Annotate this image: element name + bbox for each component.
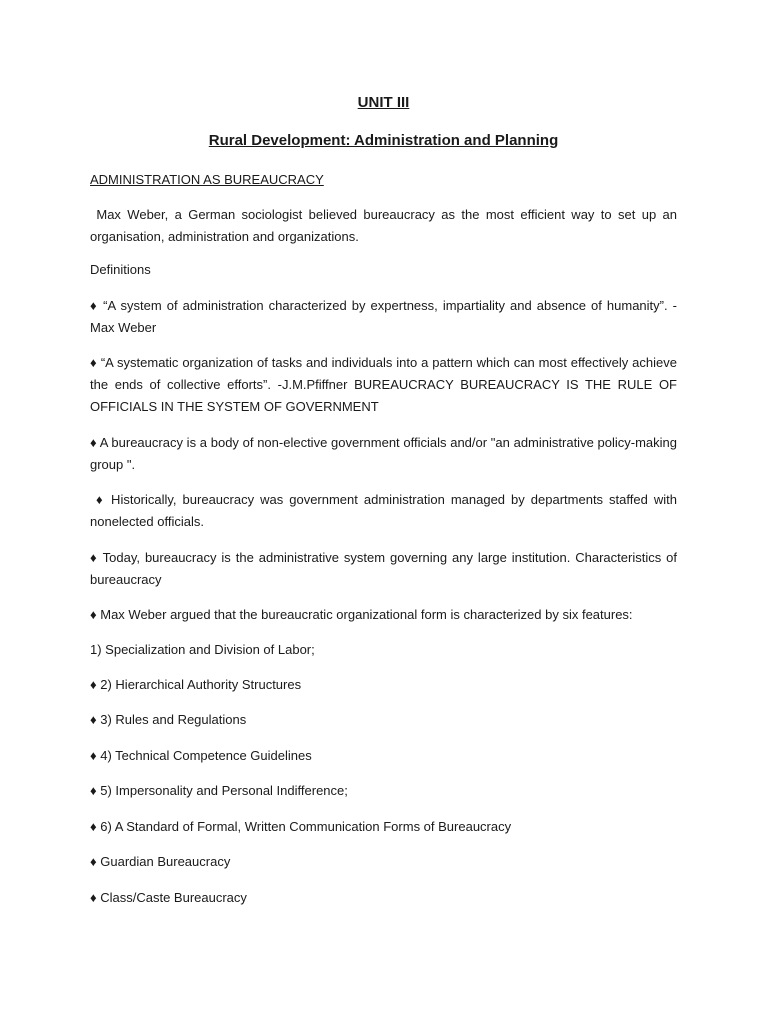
list-item: ♦ Guardian Bureaucracy — [90, 854, 231, 869]
list-item: 1) Specialization and Division of Labor; — [90, 642, 315, 657]
document-title: Rural Development: Administration and Planning — [208, 132, 559, 149]
list-item: ♦ 3) Rules and Regulations — [90, 712, 247, 727]
definition-paragraph-4: ♦ Historically, bureaucracy was government administration managed by departments staffed with nonelected officials. — [90, 492, 681, 529]
list-item: ♦ 2) Hierarchical Authority Structures — [90, 677, 302, 692]
list-item: ♦ 4) Technical Competence Guidelines — [90, 748, 312, 763]
definition-paragraph-3: ♦ A bureaucracy is a body of non-elective government officials and/or "an administrative policy-making group ". — [90, 435, 677, 472]
section-heading: ADMINISTRATION AS BUREAUCRACY — [90, 172, 324, 187]
list-item: ♦ 6) A Standard of Formal, Written Communication Forms of Bureaucracy — [90, 819, 512, 834]
weber-features-paragraph: ♦ Max Weber argued that the bureaucratic organizational form is characterized by six features: — [90, 607, 633, 622]
intro-paragraph: Max Weber, a German sociologist believed bureaucracy as the most efficient way to set up an organisation, administration and organizations. — [90, 207, 681, 244]
document-page — [90, 0, 681, 1024]
list-item: ♦ Class/Caste Bureaucracy — [90, 890, 247, 905]
definition-paragraph-1: ♦ “A system of administration characterized by expertness, impartiality and absence of humanity”. -Max Weber — [90, 298, 677, 335]
unit-title: UNIT III — [357, 94, 410, 111]
definition-paragraph-2: ♦ “A systematic organization of tasks and individuals into a pattern which can most effectively achieve the ends of collective efforts”. -J.M.Pfiffner BUREAUCRACY BUREAUCRACY IS THE RULE OF OFFICIALS IN THE SYSTEM OF GOVERNMENT — [90, 355, 677, 414]
definitions-label: Definitions — [90, 262, 151, 277]
definition-paragraph-5: ♦ Today, bureaucracy is the administrative system governing any large institution. Characteristics of bureaucracy — [90, 550, 677, 587]
list-item: ♦ 5) Impersonality and Personal Indifference; — [90, 783, 348, 798]
